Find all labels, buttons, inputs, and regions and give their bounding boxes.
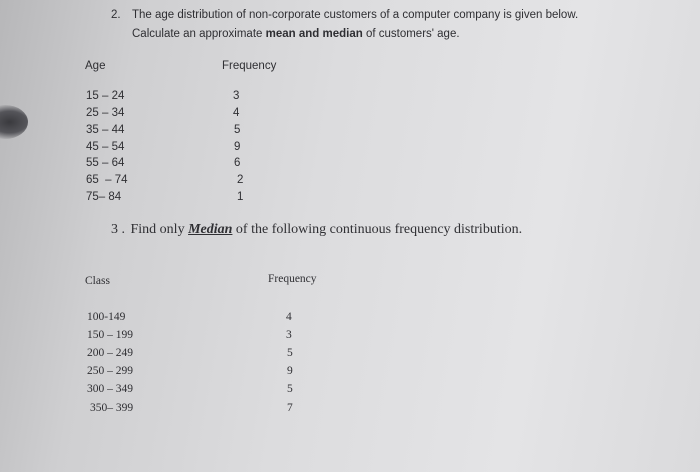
- question-3-number: 3 .: [111, 222, 125, 237]
- age-row-label: 25 – 34: [86, 107, 125, 119]
- shadow-blot: [0, 105, 28, 139]
- age-row-label: 35 – 44: [86, 124, 125, 136]
- age-column-header: Age: [85, 60, 106, 72]
- age-row-label: 45 – 54: [86, 141, 125, 153]
- class-row-label: 350– 399: [90, 402, 134, 414]
- age-row-frequency: 6: [234, 157, 241, 169]
- class-row-label: 300 – 349: [87, 383, 133, 395]
- frequency-column-header: Frequency: [268, 273, 317, 285]
- class-row-label: 200 – 249: [87, 347, 133, 359]
- question-3-text: Find only Median of the following continuous frequency distribution.: [127, 222, 523, 237]
- question-2-line-2: Calculate an approximate mean and median of customers' age.: [132, 28, 460, 40]
- class-row-frequency: 4: [286, 311, 292, 323]
- class-row-frequency: 7: [287, 402, 293, 414]
- class-column-header: Class: [85, 275, 110, 287]
- age-row-label: 75– 84: [86, 191, 122, 203]
- class-row-label: 250 – 299: [87, 365, 133, 377]
- question-2-number: 2.: [111, 9, 121, 21]
- frequency-column-header: Frequency: [222, 60, 277, 72]
- age-row-frequency: 4: [233, 107, 240, 119]
- age-row-label: 15 – 24: [86, 90, 125, 102]
- age-row-frequency: 2: [237, 174, 244, 186]
- class-row-frequency: 5: [287, 383, 293, 395]
- class-row-label: 150 – 199: [87, 329, 133, 341]
- age-row-label: 55 – 64: [86, 157, 125, 169]
- age-row-frequency: 3: [233, 90, 240, 102]
- class-row-frequency: 5: [287, 347, 293, 359]
- age-row-frequency: 5: [234, 124, 241, 136]
- age-row-frequency: 9: [234, 141, 241, 153]
- question-2-line-1: The age distribution of non-corporate customers of a computer company is given below.: [132, 9, 579, 21]
- class-row-frequency: 9: [287, 365, 293, 377]
- age-row-frequency: 1: [237, 191, 244, 203]
- class-row-frequency: 3: [286, 329, 292, 341]
- class-row-label: 100-149: [87, 311, 126, 323]
- age-row-label: 65 – 74: [86, 174, 128, 186]
